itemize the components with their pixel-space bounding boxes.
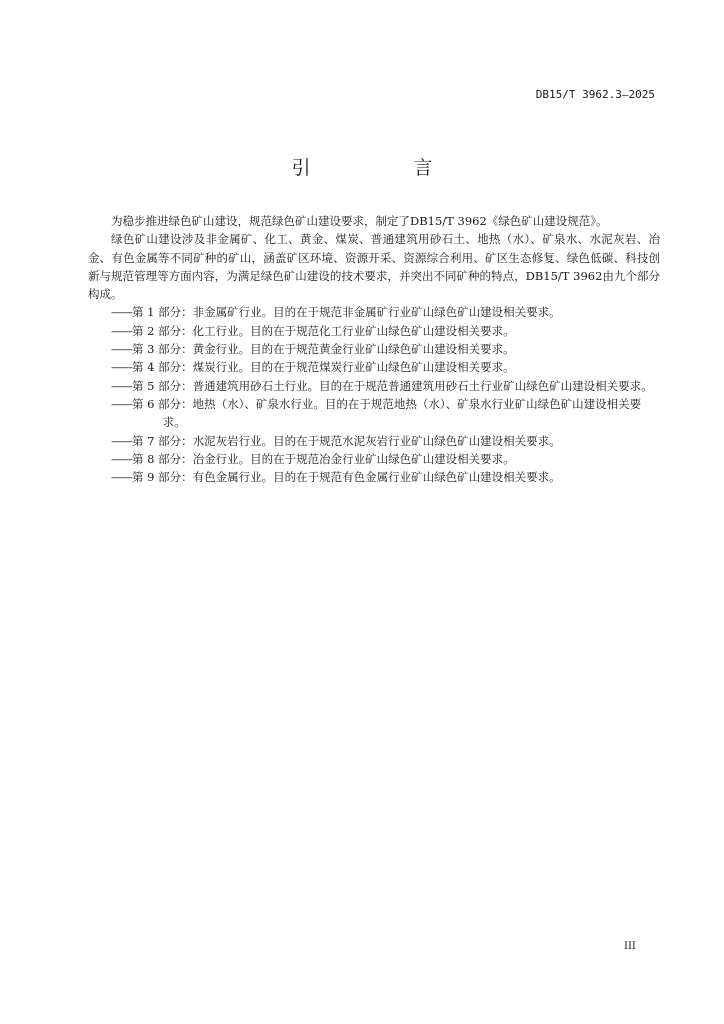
part-label: 第 6 部分：地热（水）、矿泉水行业。目的在于规范地热（水）、矿泉水行业矿山绿色矿山建设相关要求。 xyxy=(132,396,642,430)
dash: —— xyxy=(111,342,132,357)
dash: —— xyxy=(111,378,132,393)
dash: —— xyxy=(111,451,132,466)
part-label: 第 1 部分：非金属矿行业。目的在于规范非金属矿行业矿山绿色矿山建设相关要求。 xyxy=(132,305,561,320)
part-label: 第 4 部分：煤炭行业。目的在于规范煤炭行业矿山绿色矿山建设相关要求。 xyxy=(132,360,515,375)
part-item xyxy=(88,395,660,432)
page-number: III xyxy=(624,941,636,952)
part-label: 第 8 部分：冶金行业。目的在于规范冶金行业矿山绿色矿山建设相关要求。 xyxy=(132,451,515,466)
document-code: DB15/T 3962.3—2025 xyxy=(535,88,655,101)
dash: —— xyxy=(111,323,132,338)
part-item xyxy=(88,377,660,395)
part-label: 第 5 部分：普通建筑用砂石土行业。目的在于规范普通建筑用砂石土行业矿山绿色矿山建设相关要求。 xyxy=(132,378,653,393)
part-label: 第 2 部分：化工行业。目的在于规范化工行业矿山绿色矿山建设相关要求。 xyxy=(132,323,515,338)
intro-paragraph: 为稳步推进绿色矿山建设，规范绿色矿山建设要求，制定了DB15/T 3962《绿色矿山建设规范》。 xyxy=(111,214,608,228)
part-item xyxy=(88,432,660,450)
part-item xyxy=(88,468,660,486)
part-item xyxy=(88,358,660,376)
dash: —— xyxy=(111,433,132,448)
part-item xyxy=(88,303,660,321)
parts-list xyxy=(88,303,660,486)
dash: —— xyxy=(111,396,132,411)
part-label: 第 3 部分：黄金行业。目的在于规范黄金行业矿山绿色矿山建设相关要求。 xyxy=(132,342,515,357)
description-paragraph: 绿色矿山建设涉及非金属矿、化工、黄金、煤炭、普通建筑用砂石土、地热（水）、矿泉水、水泥灰岩、冶金、有色金属等不同矿种的矿山，涵盖矿区环境、资源开采、资源综合利用、矿区生态修复、绿色低碳、科技创新与规范管理等方面内容，为满足绿色矿山建设的技术要求，并突出不同矿种的特点，DB15/T 3962由九个部分构成。 xyxy=(88,232,660,302)
part-label: 第 7 部分：水泥灰岩行业。目的在于规范水泥灰岩行业矿山绿色矿山建设相关要求。 xyxy=(132,433,561,448)
foreword-body xyxy=(88,212,660,486)
part-item xyxy=(88,340,660,358)
page-title: 引 言 xyxy=(291,157,475,179)
part-item xyxy=(88,450,660,468)
dash: —— xyxy=(111,470,132,485)
dash: —— xyxy=(111,360,132,375)
dash: —— xyxy=(111,305,132,320)
part-item xyxy=(88,322,660,340)
part-label: 第 9 部分：有色金属行业。目的在于规范有色金属行业矿山绿色矿山建设相关要求。 xyxy=(132,470,561,485)
